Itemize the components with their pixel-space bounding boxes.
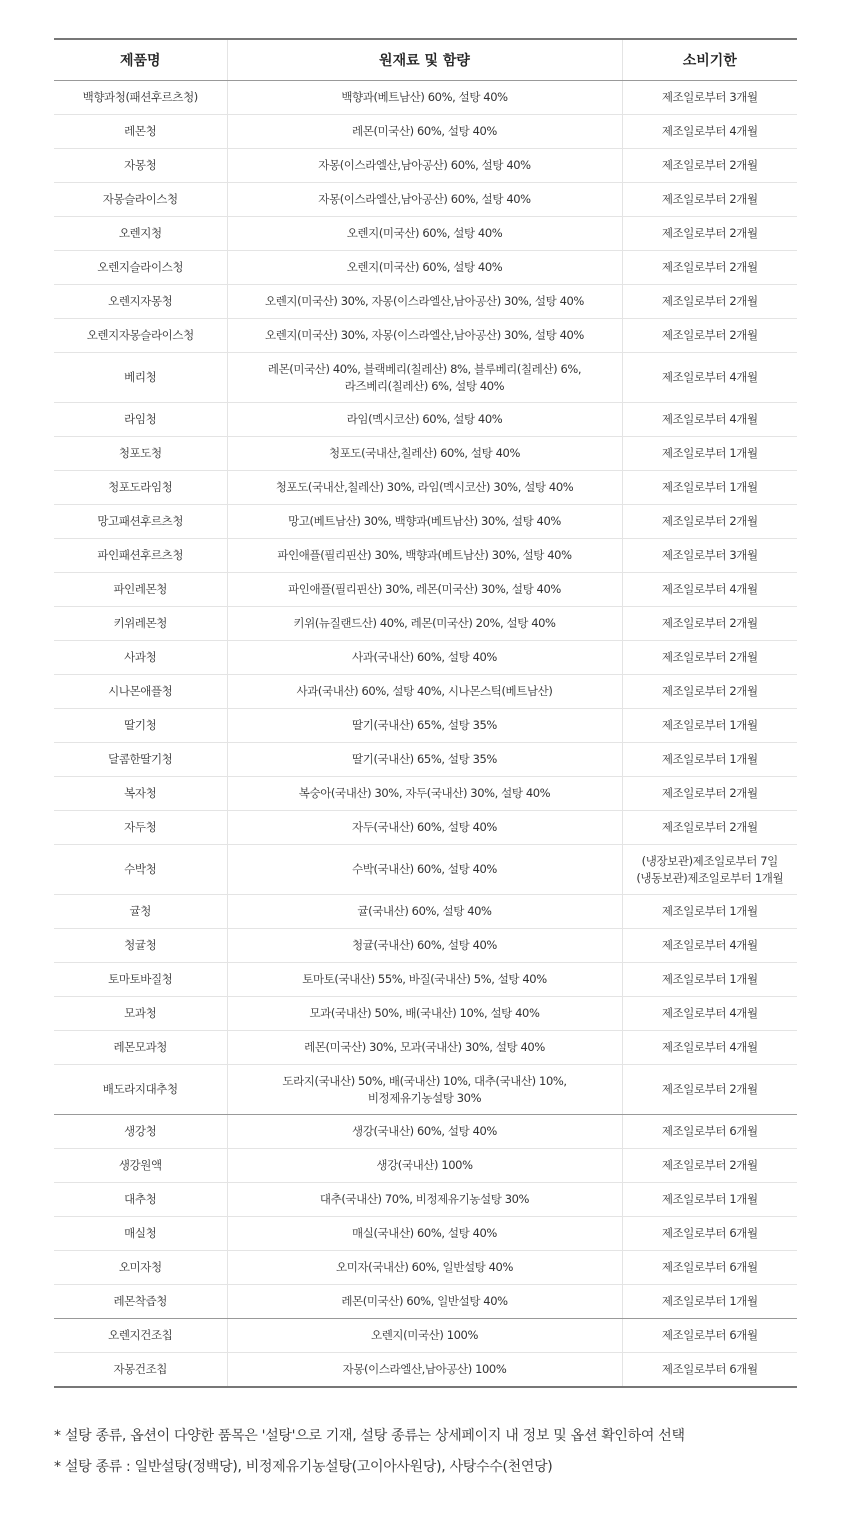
table-row: [54, 1115, 797, 1149]
expiry-cell: 제조일로부터 1개월: [622, 471, 797, 505]
product-name-cell: 오렌지자몽슬라이스청: [54, 319, 227, 353]
product-name-cell: 라임청: [54, 403, 227, 437]
ingredients-cell: 도라지(국내산) 50%, 배(국내산) 10%, 대추(국내산) 10%, 비정제유기농설탕 30%: [227, 1065, 622, 1115]
ingredients-cell: 대추(국내산) 70%, 비정제유기농설탕 30%: [227, 1183, 622, 1217]
table-row: [54, 929, 797, 963]
expiry-cell: 제조일로부터 2개월: [622, 319, 797, 353]
product-name-cell: 달콤한딸기청: [54, 743, 227, 777]
expiry-cell: 제조일로부터 2개월: [622, 607, 797, 641]
product-name-cell: 딸기청: [54, 709, 227, 743]
table-row: [54, 845, 797, 895]
table-row: [54, 709, 797, 743]
expiry-cell: 제조일로부터 2개월: [622, 149, 797, 183]
ingredients-cell: 청포도(국내산,칠레산) 30%, 라임(멕시코산) 30%, 설탕 40%: [227, 471, 622, 505]
table-row: [54, 675, 797, 709]
expiry-cell: 제조일로부터 4개월: [622, 115, 797, 149]
ingredients-cell: 레몬(미국산) 40%, 블랙베리(칠레산) 8%, 블루베리(칠레산) 6%, 라즈베리(칠레산) 6%, 설탕 40%: [227, 353, 622, 403]
product-name-cell: 자몽슬라이스청: [54, 183, 227, 217]
table-row: [54, 285, 797, 319]
ingredients-cell: 사과(국내산) 60%, 설탕 40%: [227, 641, 622, 675]
footnotes: [54, 1425, 814, 1487]
table-row: [54, 607, 797, 641]
expiry-cell: 제조일로부터 2개월: [622, 777, 797, 811]
product-name-cell: 오렌지건조칩: [54, 1319, 227, 1353]
product-name-cell: 오미자청: [54, 1251, 227, 1285]
table-row: [54, 1251, 797, 1285]
product-name-cell: 자몽청: [54, 149, 227, 183]
table-row: [54, 1285, 797, 1319]
ingredients-cell: 레몬(미국산) 60%, 설탕 40%: [227, 115, 622, 149]
expiry-cell: 제조일로부터 2개월: [622, 675, 797, 709]
ingredients-cell: 생강(국내산) 60%, 설탕 40%: [227, 1115, 622, 1149]
table-row: [54, 641, 797, 675]
ingredients-cell: 오렌지(미국산) 30%, 자몽(이스라엘산,남아공산) 30%, 설탕 40%: [227, 285, 622, 319]
expiry-cell: 제조일로부터 2개월: [622, 285, 797, 319]
expiry-cell: 제조일로부터 4개월: [622, 573, 797, 607]
product-name-cell: 파인레몬청: [54, 573, 227, 607]
expiry-cell: 제조일로부터 4개월: [622, 997, 797, 1031]
expiry-cell: 제조일로부터 6개월: [622, 1319, 797, 1353]
product-name-cell: 사과청: [54, 641, 227, 675]
product-name-cell: 레몬착즙청: [54, 1285, 227, 1319]
product-name-cell: 망고패션후르츠청: [54, 505, 227, 539]
product-name-cell: 복자청: [54, 777, 227, 811]
ingredients-cell: 파인애플(필리핀산) 30%, 백향과(베트남산) 30%, 설탕 40%: [227, 539, 622, 573]
ingredients-cell: 망고(베트남산) 30%, 백향과(베트남산) 30%, 설탕 40%: [227, 505, 622, 539]
ingredients-cell: 오렌지(미국산) 100%: [227, 1319, 622, 1353]
product-name-cell: 레몬청: [54, 115, 227, 149]
table-row: [54, 1183, 797, 1217]
product-name-cell: 생강원액: [54, 1149, 227, 1183]
expiry-cell: 제조일로부터 1개월: [622, 895, 797, 929]
table-row: [54, 403, 797, 437]
table-row: [54, 217, 797, 251]
header-expiry: 소비기한: [622, 39, 797, 81]
footnote-sugar-types: * 설탕 종류 : 일반설탕(정백당), 비정제유기농설탕(고이아사원당), 사탕수수(천연당): [54, 1459, 553, 1475]
ingredients-cell: 자몽(이스라엘산,남아공산) 60%, 설탕 40%: [227, 183, 622, 217]
header-ingredients: 원재료 및 함량: [227, 39, 622, 81]
ingredients-cell: 라임(멕시코산) 60%, 설탕 40%: [227, 403, 622, 437]
product-info-table: [54, 38, 797, 1388]
ingredients-cell: 귤(국내산) 60%, 설탕 40%: [227, 895, 622, 929]
product-name-cell: 청포도라임청: [54, 471, 227, 505]
table-row: [54, 1319, 797, 1353]
table-header-row: [54, 39, 797, 81]
table-row: [54, 963, 797, 997]
ingredients-cell: 수박(국내산) 60%, 설탕 40%: [227, 845, 622, 895]
product-name-cell: 키위레몬청: [54, 607, 227, 641]
ingredients-cell: 딸기(국내산) 65%, 설탕 35%: [227, 709, 622, 743]
ingredients-cell: 자두(국내산) 60%, 설탕 40%: [227, 811, 622, 845]
ingredients-cell: 복숭아(국내산) 30%, 자두(국내산) 30%, 설탕 40%: [227, 777, 622, 811]
product-name-cell: 대추청: [54, 1183, 227, 1217]
product-name-cell: 매실청: [54, 1217, 227, 1251]
table-row: [54, 1149, 797, 1183]
table-row: [54, 997, 797, 1031]
ingredients-cell: 딸기(국내산) 65%, 설탕 35%: [227, 743, 622, 777]
table-row: [54, 81, 797, 115]
product-name-cell: 레몬모과청: [54, 1031, 227, 1065]
table-row: [54, 149, 797, 183]
product-name-cell: 파인패션후르츠청: [54, 539, 227, 573]
expiry-cell: (냉장보관)제조일로부터 7일 (냉동보관)제조일로부터 1개월: [622, 845, 797, 895]
product-name-cell: 귤청: [54, 895, 227, 929]
product-name-cell: 청포도청: [54, 437, 227, 471]
ingredients-cell: 토마토(국내산) 55%, 바질(국내산) 5%, 설탕 40%: [227, 963, 622, 997]
expiry-cell: 제조일로부터 2개월: [622, 251, 797, 285]
ingredients-cell: 자몽(이스라엘산,남아공산) 60%, 설탕 40%: [227, 149, 622, 183]
expiry-cell: 제조일로부터 1개월: [622, 743, 797, 777]
table-row: [54, 437, 797, 471]
ingredients-cell: 사과(국내산) 60%, 설탕 40%, 시나몬스틱(베트남산): [227, 675, 622, 709]
ingredients-cell: 자몽(이스라엘산,남아공산) 100%: [227, 1353, 622, 1388]
ingredients-cell: 오렌지(미국산) 60%, 설탕 40%: [227, 217, 622, 251]
expiry-cell: 제조일로부터 1개월: [622, 963, 797, 997]
product-name-cell: 수박청: [54, 845, 227, 895]
expiry-cell: 제조일로부터 2개월: [622, 217, 797, 251]
expiry-cell: 제조일로부터 2개월: [622, 1149, 797, 1183]
ingredients-cell: 파인애플(필리핀산) 30%, 레몬(미국산) 30%, 설탕 40%: [227, 573, 622, 607]
expiry-cell: 제조일로부터 4개월: [622, 1031, 797, 1065]
product-name-cell: 자두청: [54, 811, 227, 845]
expiry-cell: 제조일로부터 1개월: [622, 1183, 797, 1217]
product-name-cell: 자몽건조칩: [113, 1362, 168, 1376]
ingredients-cell: 청귤(국내산) 60%, 설탕 40%: [227, 929, 622, 963]
ingredients-cell: 레몬(미국산) 30%, 모과(국내산) 30%, 설탕 40%: [227, 1031, 622, 1065]
product-name-cell: 베리청: [54, 353, 227, 403]
table-row: [54, 319, 797, 353]
ingredients-cell: 매실(국내산) 60%, 설탕 40%: [227, 1217, 622, 1251]
expiry-cell: 제조일로부터 2개월: [622, 1065, 797, 1115]
product-name-cell: 백향과청(패션후르츠청): [54, 81, 227, 115]
table-row: [54, 777, 797, 811]
product-name-cell: 모과청: [54, 997, 227, 1031]
product-name-cell: 토마토바질청: [54, 963, 227, 997]
expiry-cell: 제조일로부터 4개월: [622, 353, 797, 403]
ingredients-cell: 레몬(미국산) 60%, 일반설탕 40%: [227, 1285, 622, 1319]
product-name-cell: 시나몬애플청: [54, 675, 227, 709]
expiry-cell: 제조일로부터 3개월: [622, 539, 797, 573]
table-body: [54, 81, 797, 1388]
table-row: [54, 251, 797, 285]
expiry-cell: 제조일로부터 2개월: [622, 505, 797, 539]
product-name-cell: 오렌지슬라이스청: [54, 251, 227, 285]
product-name-cell: 생강청: [54, 1115, 227, 1149]
table-row: [54, 1065, 797, 1115]
product-name-cell: 오렌지자몽청: [54, 285, 227, 319]
table-row: [54, 743, 797, 777]
expiry-cell: 제조일로부터 4개월: [622, 929, 797, 963]
table-row: [54, 539, 797, 573]
ingredients-cell: 청포도(국내산,칠레산) 60%, 설탕 40%: [227, 437, 622, 471]
ingredients-cell: 생강(국내산) 100%: [227, 1149, 622, 1183]
table-row: [54, 573, 797, 607]
table-row: [54, 505, 797, 539]
table-row: [54, 115, 797, 149]
expiry-cell: 제조일로부터 4개월: [622, 403, 797, 437]
footnote-sugar-label: * 설탕 종류, 옵션이 다양한 품목은 '설탕'으로 기재, 설탕 종류는 상세페이지 내 정보 및 옵션 확인하여 선택: [54, 1428, 685, 1444]
table-row: [54, 1031, 797, 1065]
expiry-cell: 제조일로부터 6개월: [622, 1115, 797, 1149]
product-name-cell: 청귤청: [54, 929, 227, 963]
ingredients-cell: 백향과(베트남산) 60%, 설탕 40%: [227, 81, 622, 115]
expiry-cell: 제조일로부터 1개월: [622, 709, 797, 743]
expiry-cell: 제조일로부터 6개월: [622, 1217, 797, 1251]
expiry-cell: 제조일로부터 1개월: [622, 437, 797, 471]
expiry-cell: 제조일로부터 1개월: [622, 1285, 797, 1319]
expiry-cell: 제조일로부터 2개월: [622, 183, 797, 217]
ingredients-cell: 오렌지(미국산) 60%, 설탕 40%: [227, 251, 622, 285]
expiry-cell: 제조일로부터 2개월: [622, 641, 797, 675]
header-product-name: 제품명: [54, 39, 227, 81]
ingredients-cell: 오미자(국내산) 60%, 일반설탕 40%: [227, 1251, 622, 1285]
table-row: [54, 353, 797, 403]
expiry-cell: 제조일로부터 6개월: [622, 1251, 797, 1285]
table-row: [54, 183, 797, 217]
table-row: [54, 1217, 797, 1251]
expiry-cell: 제조일로부터 2개월: [622, 811, 797, 845]
expiry-cell: 제조일로부터 6개월: [622, 1353, 797, 1388]
product-name-cell: 배도라지대추청: [54, 1065, 227, 1115]
table-row: [54, 1353, 797, 1388]
ingredients-cell: 모과(국내산) 50%, 배(국내산) 10%, 설탕 40%: [227, 997, 622, 1031]
table-row: [54, 895, 797, 929]
ingredients-cell: 키위(뉴질랜드산) 40%, 레몬(미국산) 20%, 설탕 40%: [227, 607, 622, 641]
ingredients-cell: 오렌지(미국산) 30%, 자몽(이스라엘산,남아공산) 30%, 설탕 40%: [227, 319, 622, 353]
expiry-cell: 제조일로부터 3개월: [622, 81, 797, 115]
table-row: [54, 471, 797, 505]
product-name-cell: 오렌지청: [54, 217, 227, 251]
table-row: [54, 811, 797, 845]
